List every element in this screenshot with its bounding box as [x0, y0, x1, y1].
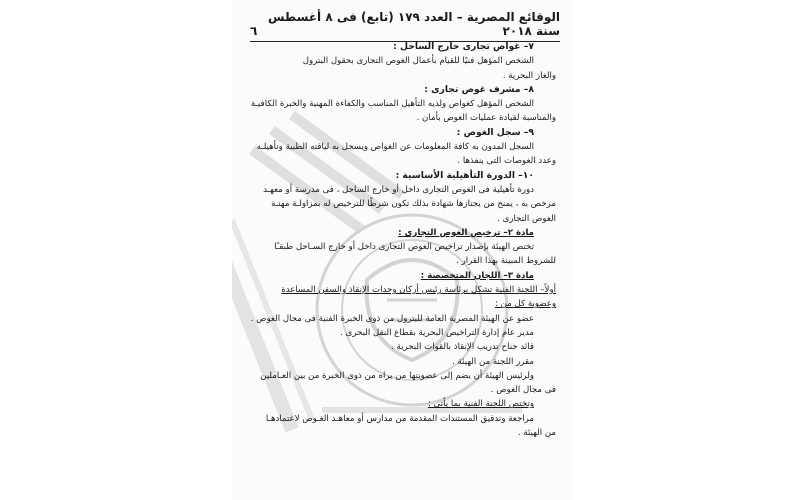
text-line: مرخص به ، يمنح من يجتازها شهادة بذلك تكون شرطًا للترخيص له بمزاولـة مهنـة: [271, 199, 556, 210]
text-line: ١٠– الدورة التأهيلية الأساسية :: [395, 169, 534, 181]
text-line: الشخص المؤهل كغواص ولديه التأهيل المناسب والكفاءة المهنية والخبرة الكافيـة: [250, 99, 534, 110]
document-body: [244, 40, 556, 500]
text-line: وتختص اللجنة الفنية بما يأتى :: [427, 399, 534, 410]
text-line: دورة تأهيلية فى الغوص التجارى داخل أو خارج الساحل ، فى مدرسة أو معهـد: [263, 184, 534, 195]
text-line: مقرر اللجنة من الهيئة .: [451, 356, 534, 367]
text-line: الشخص المؤهل فنيًا للقيام بأعمال الغوص التجارى بحقول البترول: [302, 56, 534, 67]
text-line: والمناسبة لقيادة عمليات الغوص بأمان .: [416, 113, 556, 124]
text-line: وعدد الغوصات التى ينفذها .: [457, 156, 556, 167]
text-line: تختص الهيئة بإصدار تراخيص الغوص التجارى داخل أو خارج السـاحل طبقـًا: [274, 242, 534, 253]
text-line: فى مجال الغوص .: [490, 385, 556, 396]
text-line: مراجعة وتدقيق المستندات المقدمة من مدارس أو معاهـد الغـوص لاعتمادهـا: [265, 413, 534, 424]
text-line: للشروط المبينة بهذا القرار .: [456, 256, 556, 267]
text-line: والغاز البحرية .: [502, 70, 556, 81]
page-number: ٦: [250, 24, 258, 38]
text-line: عضو عن الهيئة المصرية العامة للبترول من ذوى الخبرة الفنية فى مجال الغوص .: [250, 313, 534, 324]
page-header: [250, 10, 560, 42]
text-line: من الهيئة .: [517, 428, 556, 439]
text-line: قائد جناح تدريب الإنقاذ بالقوات البحرية .: [391, 342, 534, 353]
document-page: [232, 0, 572, 500]
text-line: الغوص التجارى .: [497, 213, 556, 224]
text-line: ٨– مشرف غوص تجارى :: [424, 83, 534, 95]
text-line: ٧– غواص تجارى خارج الساحل :: [393, 41, 534, 52]
text-line: مادة ٢– ترخيص الغوص التجارى :: [398, 227, 534, 238]
text-line: وعضوية كل من :: [494, 299, 556, 310]
text-line: مادة ٣– اللجان المتخصصة :: [420, 270, 534, 281]
text-line: أولاً– اللجنة الفنية تشكل برئاسة رئيس أركان وحدات الإنقاذ والسفن المساعدة: [281, 285, 556, 296]
text-line: ٩– سجل الغوص :: [456, 126, 534, 138]
text-line: السجل المدون به كافة المعلومات عن الغواص ويسجل به لياقته الطبية وتأهيلـه: [256, 142, 534, 153]
gazette-title: الوقائع المصرية – العدد ١٧٩ (تابع) فى ٨ أغسطس سنة ٢٠١٨: [267, 10, 560, 38]
text-line: مدير عام إدارة التراخيص البحرية بقطاع النقل البحرى .: [340, 327, 534, 338]
text-line: ولرئيس الهيئة أن يضم إلى عضويتها من يراه من ذوى الخبرة من بين العـاملين: [260, 370, 534, 381]
